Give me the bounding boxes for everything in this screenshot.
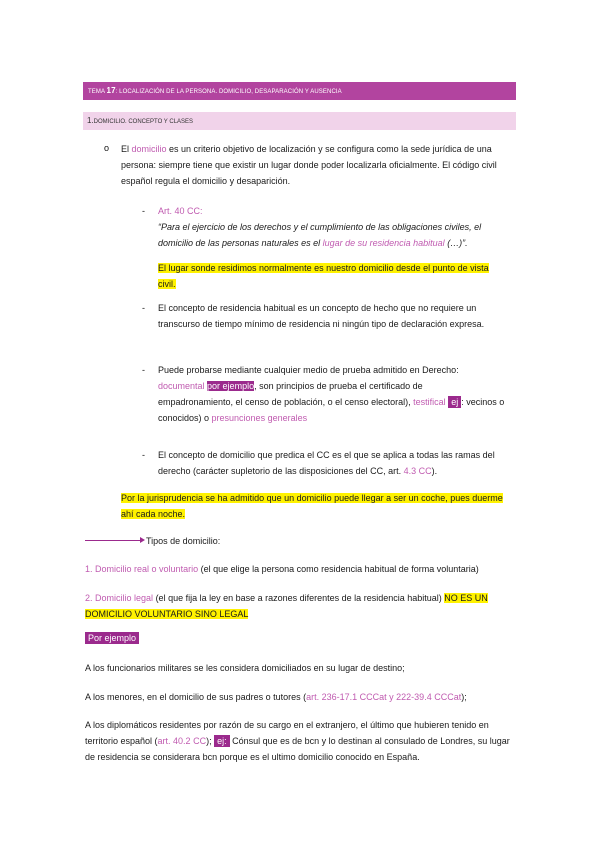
minors-text xyxy=(85,689,516,705)
dash-marker: - xyxy=(142,365,145,375)
highlight-text: El lugar sonde residimos normalmente es nuestro domicilio desde el punto de vista xyxy=(158,263,489,273)
text-run: ahí cada noche. xyxy=(121,509,186,519)
text-run: ); xyxy=(461,692,467,702)
text-run: es un criterio objetivo de localización y se configura como la sede jurídica de una xyxy=(166,144,492,154)
domicilio-term: domicilio xyxy=(131,144,167,154)
topic-header xyxy=(83,82,516,100)
section-header xyxy=(83,112,516,130)
text-run: : vecinos o xyxy=(461,397,505,407)
text-run: Domicilio legal xyxy=(95,593,154,603)
text-run: El concepto de residencia habitual es un concepto de hecho que no requiere un xyxy=(158,303,477,313)
text-run: DOMICILIO VOLUNTARIO SINO LEGAL xyxy=(85,609,249,619)
text-run: español regula el domicilio y desaparición. xyxy=(121,176,291,186)
dash-marker: - xyxy=(142,303,145,313)
type-2 xyxy=(85,590,516,622)
text-run: art. 40.2 CC xyxy=(157,736,207,746)
scope-block xyxy=(158,447,516,479)
header-prefix: TEMA xyxy=(88,89,107,95)
text-run: territorio español ( xyxy=(85,736,158,746)
text-run xyxy=(158,410,516,426)
text-run: de residencia se considerara bcn porque es el ultimo domicilio conocido en España. xyxy=(85,752,420,762)
header-title: : LOCALIZACIÓN DE LA PERSONA. DOMICILIO, DESAPARACIÓN Y AUSENCIA xyxy=(115,89,342,95)
text-run: conocidos) o xyxy=(158,413,212,423)
text-run: A los diplomáticos residentes por razón de su cargo en el extranjero, el último que hubieren tenido en xyxy=(85,720,489,730)
text-run: ). xyxy=(431,466,438,476)
text-run xyxy=(121,141,516,157)
text-run xyxy=(158,463,516,479)
dash-marker: - xyxy=(142,206,145,216)
text-run xyxy=(85,590,516,606)
example-tag: por ejemplo xyxy=(207,381,255,391)
text-run: , son principios de prueba el certificado de xyxy=(254,381,423,391)
text-run: empadronamiento, el censo de población, o el censo electoral), xyxy=(158,397,414,407)
text-run: transcurso de tiempo mínimo de residencia ni ningún tipo de declaración expresa. xyxy=(158,319,485,329)
text-run: Cónsul que es de bcn y lo destinan al consulado de Londres, su lugar xyxy=(229,736,510,746)
text-run xyxy=(121,490,516,506)
text-run: ); xyxy=(206,736,215,746)
arrow-icon xyxy=(85,540,143,541)
section-number: 1. xyxy=(87,116,94,125)
text-run: El xyxy=(121,144,132,154)
text-run: (el que elige la persona como residencia habitual de forma voluntaria) xyxy=(198,564,479,574)
car-note xyxy=(121,490,516,522)
text-run: documental xyxy=(158,381,205,391)
text-run: art. 236-17.1 CCCat y 222-39.4 CCCat xyxy=(306,692,462,702)
text-run xyxy=(85,606,516,622)
text-run: (…)”. xyxy=(444,238,468,248)
text-run: persona: siempre tiene que existir un lugar donde poder localizarla oficialmente. El código civil xyxy=(121,160,497,170)
text-run: Por la jurisprudencia se ha admitido que un domicilio puede llegar a ser un coche, pues duerme xyxy=(121,493,503,503)
art40-block xyxy=(158,203,516,292)
text-run: derecho (carácter supletorio de las disposiciones del CC, art. xyxy=(158,466,404,476)
text-run: A los menores, en el domicilio de sus padres o tutores ( xyxy=(85,692,307,702)
text-run: Domicilio real o voluntario xyxy=(95,564,199,574)
ej-tag: ej xyxy=(448,396,461,408)
text-run xyxy=(158,378,516,394)
text-run: 4.3 CC xyxy=(403,466,432,476)
header-number: 17 xyxy=(106,86,116,95)
text-run xyxy=(85,733,516,749)
text-run xyxy=(158,260,516,276)
text-run: 1. xyxy=(85,564,93,574)
text-run: (el que fija la ley en base a razones diferentes de la residencia habitual) xyxy=(153,593,445,603)
ej-tag: ej: xyxy=(214,735,230,747)
proof-block xyxy=(158,362,516,426)
intro-paragraph xyxy=(121,141,516,189)
example-label xyxy=(85,630,139,646)
text-run: Puede probarse mediante cualquier medio de prueba admitido en Derecho: xyxy=(158,365,459,375)
text-run: 2. xyxy=(85,593,93,603)
section-title: DOMICILIO. CONCEPTO Y CLASES xyxy=(93,119,194,125)
text-run: El concepto de domicilio que predica el CC es el que se aplica a todas las ramas del xyxy=(158,450,495,460)
military-text: A los funcionarios militares se les considera domiciliados en su lugar de destino; xyxy=(85,663,405,673)
text-run: domicilio de las personas naturales es el xyxy=(158,238,323,248)
text-run: lugar de su residencia habitual xyxy=(322,238,445,248)
text-run xyxy=(158,251,516,260)
text-run: testifical xyxy=(413,397,446,407)
types-heading: Tipos de domicilio: xyxy=(146,536,221,546)
text-run xyxy=(158,394,516,410)
text-run: presunciones generales xyxy=(211,413,308,423)
text-run: Por ejemplo xyxy=(85,632,139,644)
text-run: “Para el ejercicio de los derechos y el cumplimiento de las obligaciones civiles, el xyxy=(158,222,482,232)
text-run: civil. xyxy=(158,279,176,289)
text-run xyxy=(158,276,516,292)
art40-ref: Art. 40 CC: xyxy=(158,206,203,216)
bullet-marker: o xyxy=(104,143,110,153)
concept-block xyxy=(158,300,516,332)
type-1 xyxy=(85,561,516,577)
text-run: NO ES UN xyxy=(444,593,488,603)
diplomats-text xyxy=(85,717,516,765)
text-run xyxy=(121,506,516,522)
dash-marker: - xyxy=(142,450,145,460)
text-run xyxy=(158,235,516,251)
